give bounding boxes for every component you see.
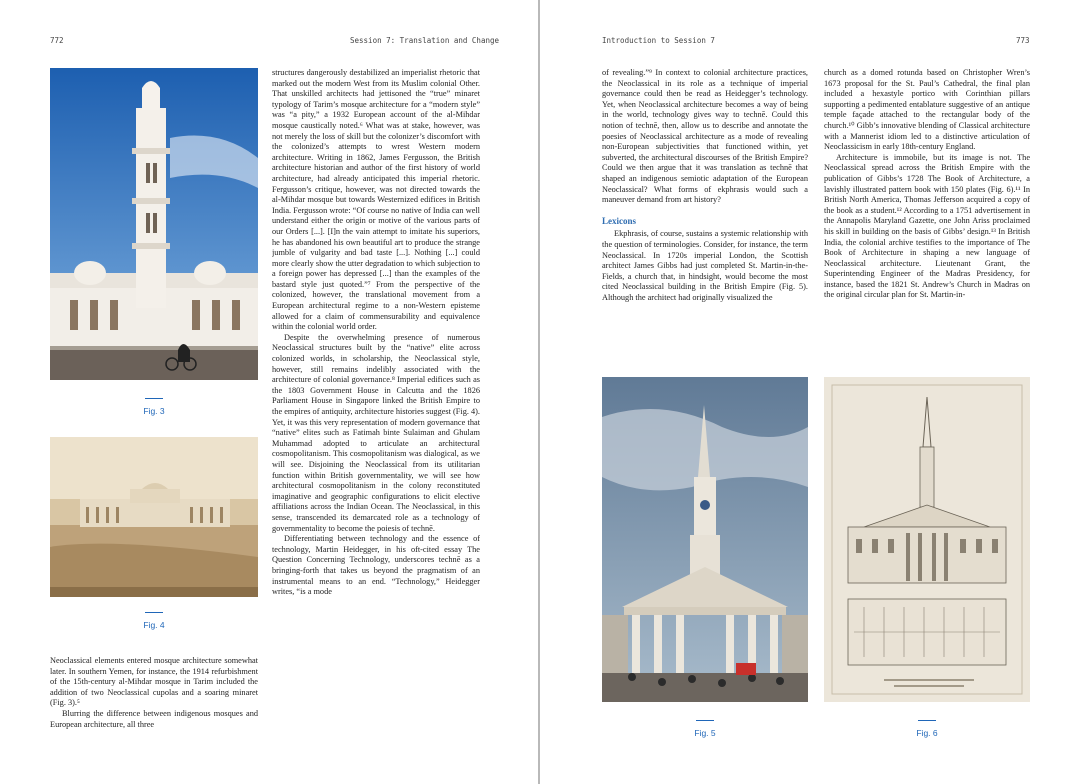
fig5-label: Fig. 5: [694, 728, 716, 738]
paragraph: structures dangerously destabilized an imperialist rhetoric that marked out the modern West from its Muslim colonial Other. That unskilled architects had jettisoned the “true” minaret typology of Tarim’s mosque architecture for a “modern style” was “a pity,” a 1932 European account of the al-Mihdar mosque caustically noted.⁶ What was at stake, however, was not merely the loss of skill but the colonizer’s discomfort with the colonized’s attempts to wrest Western modern architecture. Writing in 1862, James Fergusson, the British architecture historian and author of the first history of world architecture, had already anticipated this imperial rhetoric. Fergusson’s critique, however, was not directed towards the al-Mihdar mosque but towards Westernized edifices in British India. Fergusson wrote: “Of course no native of India can well understand either the origin or motive of the various parts of our Orders [...]. [I]n the vain attempt to imitate his superiors, he has abandoned his own beautiful art to produce the strange jumble of vulgarity and bad taste [...]. Nothing [...] could more clearly show the utter degradation to which subjection to a foreign power has depressed [...] than the examples of the bastard style just quoted.”⁷ From the perspective of the colonized, however, the translational movement from a European architectural regime to a non-Western episteme allowed for a claim of commensurability and equivalence within the colonial world order.: [272, 68, 480, 332]
fig3-rule: [145, 398, 163, 399]
paragraph: Differentiating between technology and the essence of technology, Martin Heidegger, in his oft-cited essay The Question Concerning Technology, underscores technē as a bringing-forth that takes us beyond the pragmatism of an instrumental means to an end. “Technology,” Heidegger writes, “is a mode: [272, 534, 480, 597]
page-number-right: 773: [1016, 36, 1030, 45]
fig3-label: Fig. 3: [143, 406, 165, 416]
left-page: [0, 0, 538, 784]
running-head-right: Introduction to Session 7: [602, 36, 715, 45]
paragraph: church as a domed rotunda based on Christopher Wren’s 1673 proposal for the St. Paul’s Cathedral, the final plan included a hexastyle portico with Corinthian pillars supporting a pedimented entablature suggestive of an antique temple façade attached to the rectangular body of the church.¹⁰ Gibb’s innovative blending of Classical architecture with a Mannerist idiom led to a distinctive articulation of Neoclassicism in early 18th-century England.: [824, 68, 1030, 152]
fig3-image: [50, 68, 258, 380]
column-three-text: [602, 68, 808, 360]
church-photo: [602, 377, 808, 702]
fig4-image: [50, 437, 258, 597]
fig6-image: [824, 377, 1030, 702]
paragraph: Architecture is immobile, but its image is not. The Neoclassical spread across the British Empire with the publication of Gibbs’s 1728 The Book of Architecture, a lavishly illustrated pattern book with 150 plates (Fig. 6).¹¹ In British North America, Thomas Jefferson acquired a copy of the book as a student.¹² According to a 1751 advertisement in the Annapolis Maryland Gazette, one John Ariss proclaimed his skill in building on the basis of Gibbs’ design.¹³ In British India, the colonial archive testifies to the importance of The Book of Architecture in shaping a new language of Neoclassical architecture. Lieutenant Grant, the Superintending Engineer of the Madras Presidency, for instance, based the 1821 St. Andrew’s Church in Madras on the original circular plan for St. Martin-in-: [824, 152, 1030, 300]
fig4-caption: [134, 612, 174, 630]
left-column-text: [50, 656, 258, 742]
fig4-label: Fig. 4: [143, 620, 165, 630]
fig5-rule: [696, 720, 714, 721]
fig6-label: Fig. 6: [916, 728, 938, 738]
engraving-plate: [824, 377, 1030, 702]
fig6-caption: [907, 720, 947, 738]
fig5-image: [602, 377, 808, 702]
fig5-caption: [685, 720, 725, 738]
column-four-text: [824, 68, 1030, 360]
paragraph: Ekphrasis, of course, sustains a systemic relationship with the question of terminologies. Consider, for instance, the term Neoclassical. In 1720s imperial London, the Scottish architect James Gibbs had just completed St. Martin-in-the-Fields, a church that, in hindsight, would become the most cited Neoclassical building in the British Empire (Fig. 5). Although the architect had originally visualized the: [602, 229, 808, 302]
fig3-caption: [134, 398, 174, 416]
right-column-text: [272, 68, 480, 744]
paragraph: of revealing.”⁹ In context to colonial architecture practices, the Neoclassical in its role as a technique of imperial governance could then be read as Heidegger’s technology. Yet, when Neoclassical architecture becomes a way of being in the world, technology gives way to technē. Could this notion of technē, then, allow us to describe and annotate the poesies of Neoclassical architecture as a mode of revealing non-European subjectivities that functioned within, yet subverted, the architectural discourses of the British Empire? Could we then argue that it was translation as technē that shaped an indigenous semiotic adaptation of the European Neoclassical? What forms of ekphrasis would such a maneuver demand from art history?: [602, 68, 808, 205]
paragraph: Despite the overwhelming presence of numerous Neoclassical structures built by the “native” elite across colonized worlds, in scholarship, the Neoclassical style, however, still remains indelibly associated with the architecture of colonial governance.⁸ Imperial edifices such as the 1803 Government House in Calcutta and the 1826 Parliament House in Singapore linked the British Empire to the empires of antiquity, architecture histories suggest (Fig. 4). Yet, it was this very representation of modern governance that “native” elites such as Fatimah binte Sulaiman and Ghulam Muhammad adopted to articulate an architectural cosmopolitanism. This cosmopolitanism was dialogical, as we will see. Disjoining the Neoclassical from its utilitarian function within British governmentality, we will see how architectural cosmopolitanism in the colony reconstituted imaginative and geographic configurations to elicit elective affiliations across the Indian Ocean. The Neoclassical, in this sense, transcended its demarcated role as a technology of governmentality to become the poiesis of technē.: [272, 332, 480, 533]
page-number-left: 772: [50, 36, 64, 45]
lexicons-heading: Lexicons: [602, 215, 637, 226]
mosque-photo: [50, 68, 258, 380]
right-page: [540, 0, 1080, 784]
fig6-rule: [918, 720, 936, 721]
paragraph: Blurring the difference between indigenous mosques and European architecture, all three: [50, 708, 258, 729]
paragraph: Neoclassical elements entered mosque architecture somewhat later. In southern Yemen, for instance, the 1914 refurbishment of the 15th-century al-Mihdar mosque in Tarim included the addition of two Neoclassical cupolas and a soaring minaret (Fig. 3).⁵: [50, 656, 258, 708]
government-house-photo: [50, 437, 258, 597]
running-head-left: Session 7: Translation and Change: [350, 36, 500, 45]
fig4-rule: [145, 612, 163, 613]
